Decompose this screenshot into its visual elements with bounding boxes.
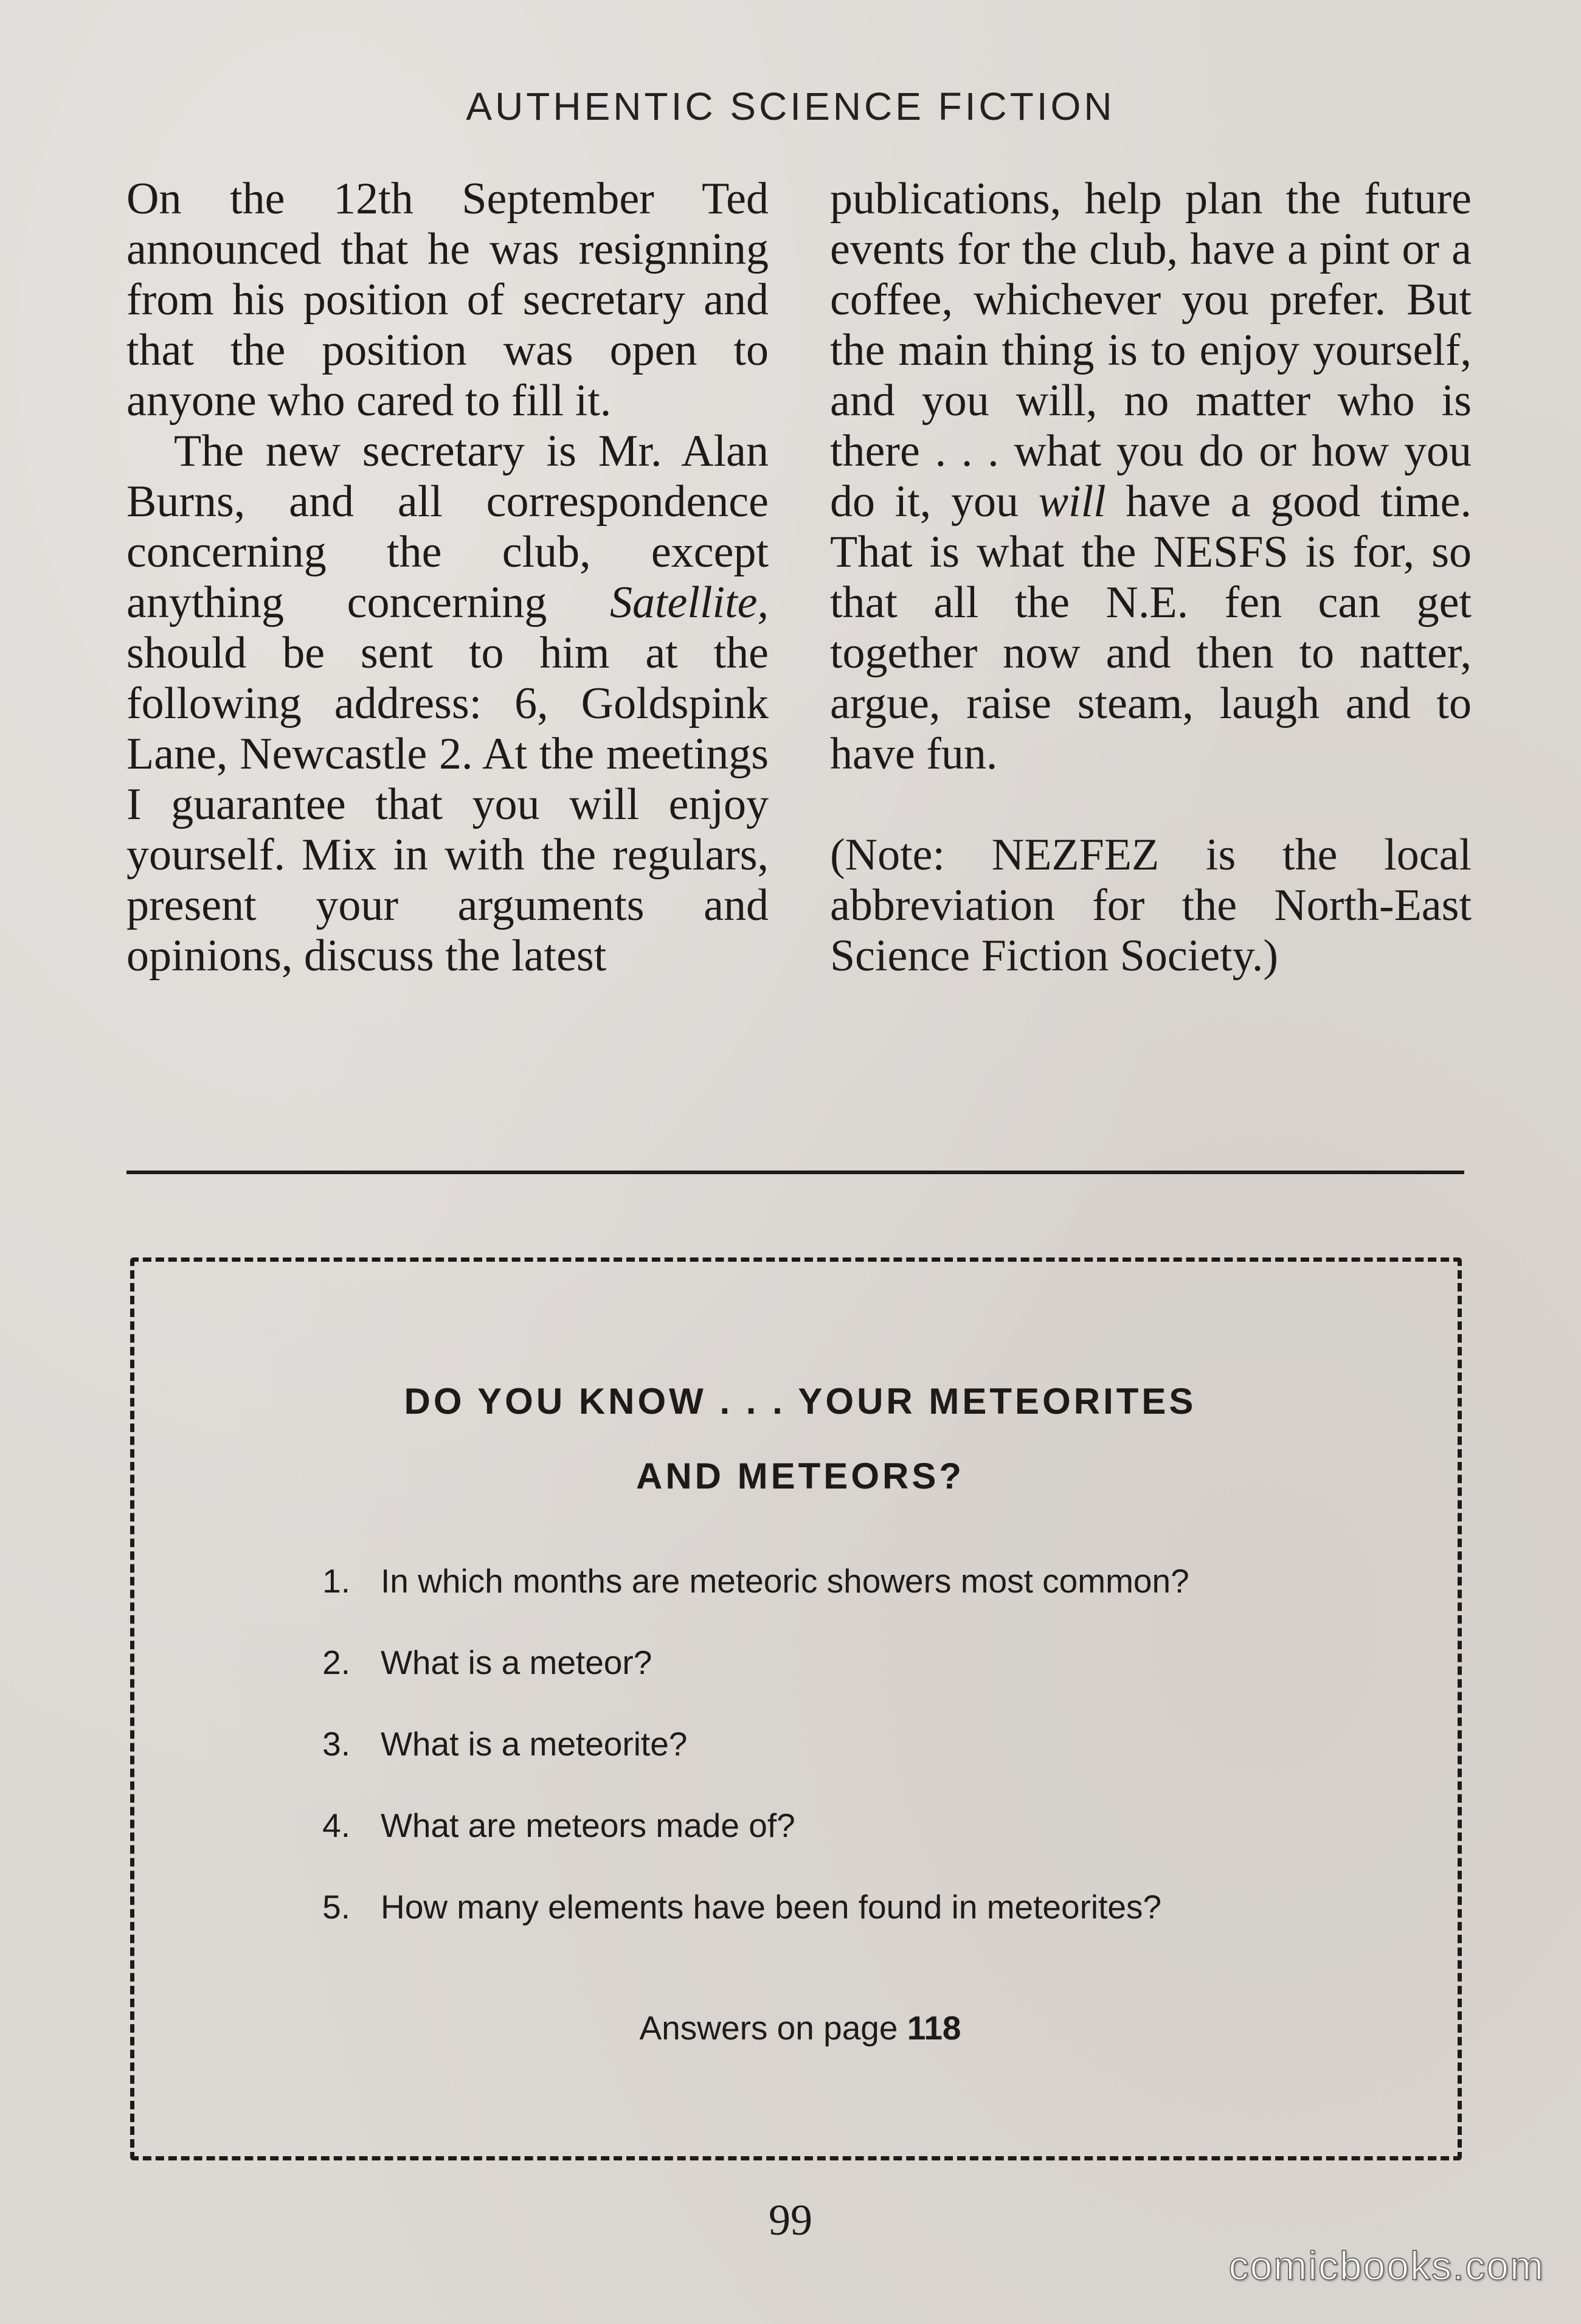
answers-page-number: 118 (907, 2009, 961, 2047)
question-number: 4. (322, 1807, 350, 1844)
question-text: What is a meteorite? (381, 1725, 688, 1763)
magazine-title-italic: Satellite, (610, 578, 769, 628)
question-number: 2. (322, 1644, 350, 1681)
editor-note: (Note: NEZFEZ is the local abbreviation for the North-East Science Fiction Society.) (830, 830, 1472, 981)
article-right-column (830, 174, 1472, 981)
question-number: 1. (322, 1562, 350, 1600)
emphasis-italic: will (1038, 477, 1106, 527)
paragraph-text: have a good time. That is what the NESFS is for, so that all the N.E. fen can get together now and then to natter, argue, raise steam, laugh and to have fun. (830, 477, 1472, 779)
question-text: In which months are meteoric showers most common? (381, 1562, 1189, 1600)
section-divider (126, 1171, 1464, 1174)
article-paragraph (830, 174, 1472, 780)
question-text: What are meteors made of? (381, 1807, 795, 1844)
paragraph-text: publications, help plan the future events for the club, have a pint or a coffee, whichever you prefer. But the main thing is to enjoy yourself, and you will, no matter who is there . . . what you do or how you do it, you (830, 174, 1472, 527)
site-watermark: comicbooks.com (1228, 2243, 1545, 2288)
article-left-column (126, 174, 769, 981)
question-text: How many elements have been found in meteorites? (381, 1888, 1162, 1926)
question-number: 5. (322, 1888, 350, 1926)
paragraph-text: The new secretary is Mr. Alan Burns, and all correspondence concerning the club, except anything concerning (126, 426, 769, 628)
question-text: What is a meteor? (381, 1644, 652, 1681)
article-paragraph: On the 12th September Ted announced that he was resignning from his position of secretary and that the position was open to anyone who cared to fill it. (126, 174, 769, 426)
question-number: 3. (322, 1725, 350, 1763)
quiz-box (130, 1257, 1462, 2160)
paragraph-text: should be sent to him at the following address: 6, Goldspink Lane, Newcastle 2. At the meetings I guarantee that you will enjoy yourself. Mix in with the regulars, present your arguments and opinions, discuss the latest (126, 628, 769, 981)
article-paragraph (126, 426, 769, 981)
answers-label: Answers on page (639, 2009, 898, 2047)
answers-reference (134, 2008, 1466, 2047)
running-title: AUTHENTIC SCIENCE FICTION (466, 85, 1115, 128)
page-number: 99 (769, 2196, 812, 2244)
quiz-title: DO YOU KNOW . . . YOUR METEORITES (404, 1381, 1197, 1422)
quiz-title-continued: AND METEORS? (636, 1456, 964, 1496)
